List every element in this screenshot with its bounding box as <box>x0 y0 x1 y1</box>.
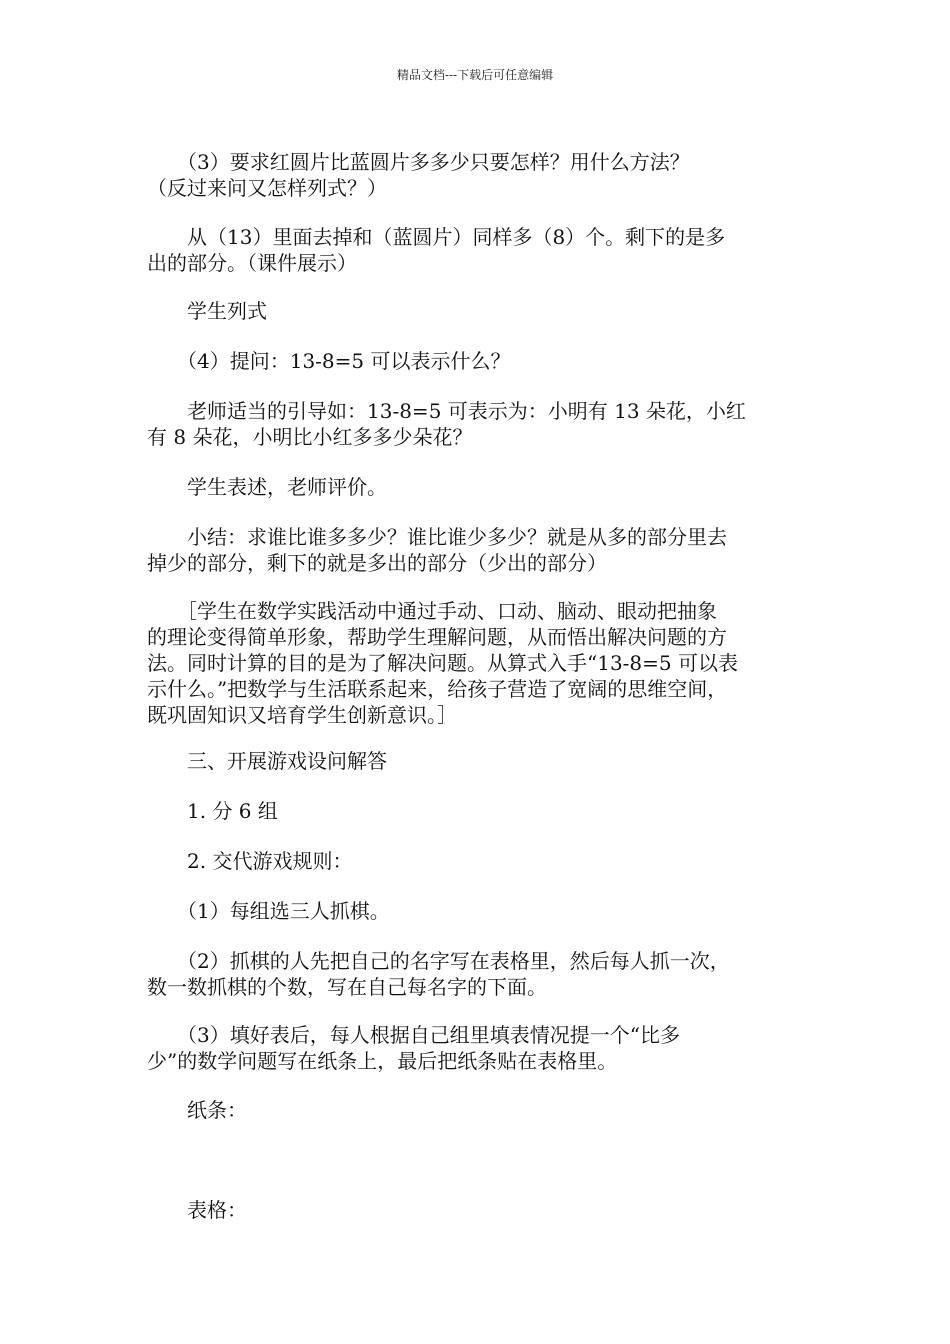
paragraph-1: （3）要求红圆片比蓝圆片多多少只要怎样？用什么方法？ （反过来问又怎样列式？） <box>147 150 690 200</box>
paragraph-2: 从（13）里面去掉和（蓝圆片）同样多（8）个。剩下的是多 出的部分。（课件展示） <box>147 225 726 275</box>
section-heading: 三、开展游戏设问解答 <box>147 749 387 773</box>
paragraph-rule-2: （2）抓棋的人先把自己的名字写在表格里，然后每人抓一次， 数一数抓棋的个数，写在自己每名字的下面。 <box>147 949 730 999</box>
paragraph-3: 学生列式 <box>147 299 267 323</box>
paragraph-8: ［学生在数学实践活动中通过手动、口动、脑动、眼动把抽象 的理论变得简单形象，帮助学生理解问题，从而悟出解决问题的方 法。同时计算的目的是为了解决问题。从算式入手“13-8=5 可以表 示什么。”把数学与生活联系起来，给孩子营造了宽阔的思维空间， 既巩固知识又培育学生创新意识。］ <box>147 599 738 727</box>
paragraph-rule-3: （3）填好表后，每人根据自己组里填表情况提一个“比多 少”的数学问题写在纸条上，最后把纸条贴在表格里。 <box>147 1023 680 1073</box>
list-item: 1. 分 6 组 <box>147 799 278 823</box>
list-item: 2. 交代游戏规则： <box>147 849 353 873</box>
paragraph-note-label: 纸条： <box>147 1098 247 1122</box>
paragraph-7: 小结：求谁比谁多多少？谁比谁少多少？就是从多的部分里去 掉少的部分，剩下的就是多出的部分（少出的部分） <box>147 525 727 575</box>
paragraph-table-label: 表格： <box>147 1198 247 1222</box>
paragraph-4: （4）提问：13-8=5 可以表示什么？ <box>147 349 511 373</box>
paragraph-6: 学生表述，老师评价。 <box>147 475 387 499</box>
list-item: （1）每组选三人抓棋。 <box>147 899 390 923</box>
page-header: 精品文档---下载后可任意编辑 <box>396 68 554 82</box>
paragraph-5: 老师适当的引导如：13-8=5 可表示为：小明有 13 朵花，小红 有 8 朵花，小明比小红多多少朵花？ <box>147 399 746 449</box>
